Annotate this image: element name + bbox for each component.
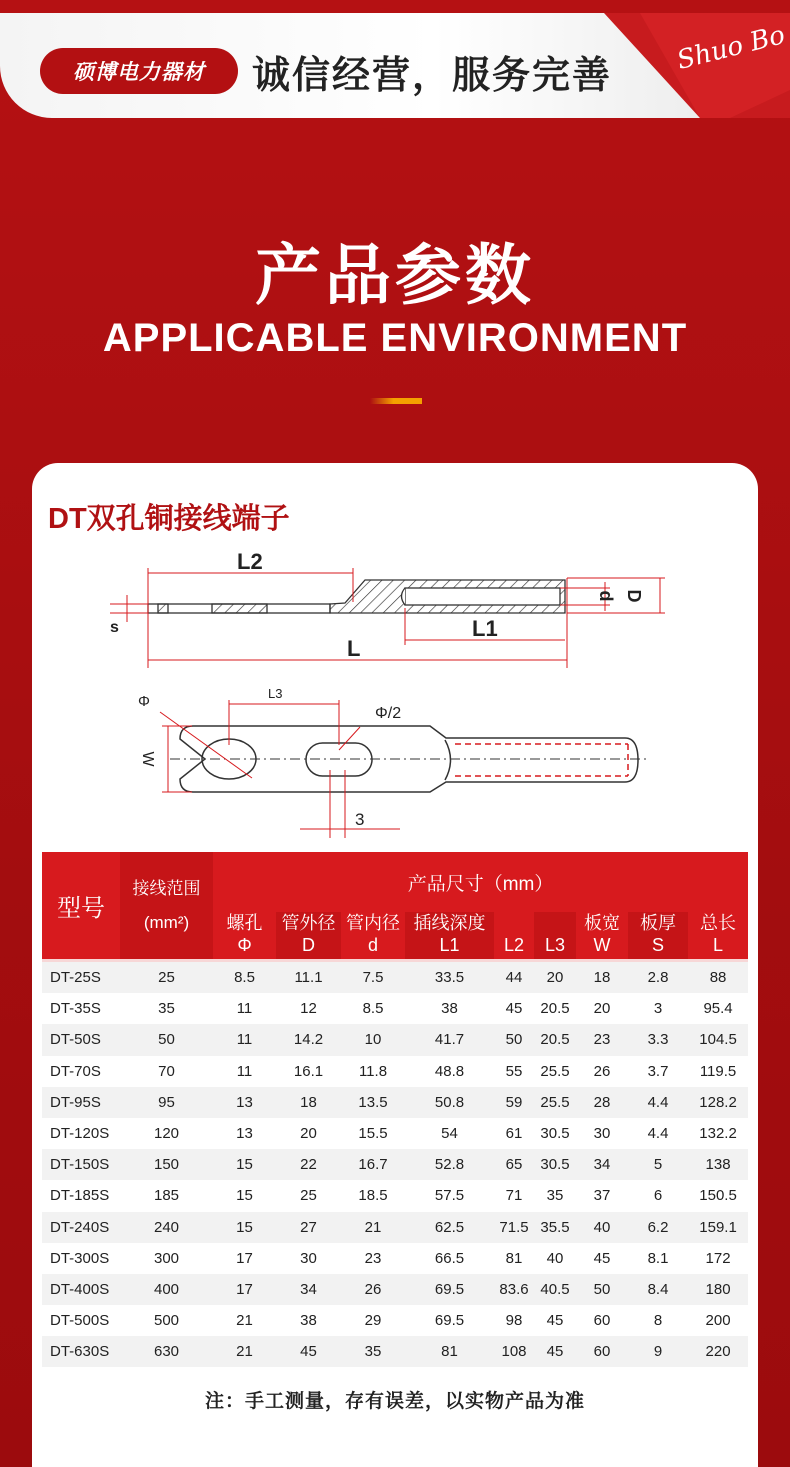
table-cell: 18 bbox=[276, 1087, 341, 1118]
label-phi-half: Φ/2 bbox=[375, 705, 402, 722]
label-L1: L1 bbox=[472, 616, 498, 641]
table-cell: 13 bbox=[213, 1087, 276, 1118]
table-cell: 45 bbox=[494, 993, 534, 1024]
label-L3: L3 bbox=[268, 686, 283, 701]
table-cell: 35 bbox=[341, 1336, 405, 1367]
table-cell: 34 bbox=[276, 1274, 341, 1305]
table-cell: 38 bbox=[405, 993, 494, 1024]
table-cell: 71.5 bbox=[494, 1212, 534, 1243]
slogan: 诚信经营，服务完善 bbox=[252, 53, 613, 97]
table-cell: 60 bbox=[576, 1305, 628, 1336]
table-cell: 150 bbox=[120, 1149, 213, 1180]
model-cell: DT-240S bbox=[42, 1212, 120, 1243]
header-col-label: 管内径 bbox=[346, 913, 400, 933]
table-cell: 20 bbox=[276, 1118, 341, 1149]
table-row bbox=[42, 1118, 748, 1149]
terminal-diagram bbox=[0, 540, 790, 840]
table-cell: 200 bbox=[688, 1305, 748, 1336]
table-cell: 159.1 bbox=[688, 1212, 748, 1243]
section-subtitle: APPLICABLE ENVIRONMENT bbox=[102, 316, 688, 360]
table-cell: 35.5 bbox=[534, 1212, 576, 1243]
table-cell: 9 bbox=[628, 1336, 688, 1367]
header-col-symbol: L3 bbox=[544, 935, 566, 955]
header-col-symbol: Φ bbox=[237, 935, 252, 955]
model-cell: DT-95S bbox=[42, 1087, 120, 1118]
product-title: DT双孔铜接线端子 bbox=[48, 503, 290, 535]
header-col-l2 bbox=[494, 912, 534, 959]
table-cell: 17 bbox=[213, 1243, 276, 1274]
footnote: 注：手工测量，存有误差，以实物产品为准 bbox=[204, 1390, 585, 1412]
table-cell: 630 bbox=[120, 1336, 213, 1367]
table-cell: 7.5 bbox=[341, 962, 405, 993]
table-cell: 11 bbox=[213, 993, 276, 1024]
table-cell: 45 bbox=[534, 1336, 576, 1367]
table-cell: 16.7 bbox=[341, 1149, 405, 1180]
table-cell: 2.8 bbox=[628, 962, 688, 993]
table-cell: 50 bbox=[576, 1274, 628, 1305]
table-row bbox=[42, 1243, 748, 1274]
model-cell: DT-50S bbox=[42, 1024, 120, 1055]
table-cell: 180 bbox=[688, 1274, 748, 1305]
table-cell: 108 bbox=[494, 1336, 534, 1367]
table-cell: 21 bbox=[341, 1212, 405, 1243]
label-L2: L2 bbox=[237, 549, 263, 574]
header-col-label: 管外径 bbox=[281, 913, 336, 933]
table-cell: 300 bbox=[120, 1243, 213, 1274]
table-cell: 12 bbox=[276, 993, 341, 1024]
table-cell: 50 bbox=[494, 1024, 534, 1055]
header-col-w bbox=[576, 912, 628, 959]
header-col-symbol: D bbox=[302, 935, 315, 955]
table-cell: 25.5 bbox=[534, 1087, 576, 1118]
header-col-s bbox=[628, 912, 688, 959]
spec-table bbox=[42, 852, 748, 1367]
table-cell: 128.2 bbox=[688, 1087, 748, 1118]
table-cell: 26 bbox=[576, 1056, 628, 1087]
table-cell: 185 bbox=[120, 1180, 213, 1211]
table-cell: 95 bbox=[120, 1087, 213, 1118]
table-cell: 11 bbox=[213, 1024, 276, 1055]
table-cell: 81 bbox=[494, 1243, 534, 1274]
table-cell: 4.4 bbox=[628, 1118, 688, 1149]
table-cell: 30 bbox=[576, 1118, 628, 1149]
table-cell: 98 bbox=[494, 1305, 534, 1336]
table-cell: 40 bbox=[534, 1243, 576, 1274]
model-cell: DT-400S bbox=[42, 1274, 120, 1305]
table-cell: 30.5 bbox=[534, 1118, 576, 1149]
table-cell: 21 bbox=[213, 1305, 276, 1336]
table-cell: 8.4 bbox=[628, 1274, 688, 1305]
table-row bbox=[42, 1212, 748, 1243]
header-col-label: 插线深度 bbox=[413, 913, 486, 933]
table-cell: 34 bbox=[576, 1149, 628, 1180]
table-cell: 172 bbox=[688, 1243, 748, 1274]
table-cell: 26 bbox=[341, 1274, 405, 1305]
label-D: D bbox=[624, 589, 644, 603]
table-cell: 54 bbox=[405, 1118, 494, 1149]
header-col-label: 板宽 bbox=[584, 913, 620, 933]
table-cell: 62.5 bbox=[405, 1212, 494, 1243]
table-cell: 50 bbox=[120, 1024, 213, 1055]
table-cell: 16.1 bbox=[276, 1056, 341, 1087]
table-cell: 57.5 bbox=[405, 1180, 494, 1211]
table-cell: 65 bbox=[494, 1149, 534, 1180]
table-cell: 104.5 bbox=[688, 1024, 748, 1055]
label-L: L bbox=[347, 636, 361, 661]
table-cell: 22 bbox=[276, 1149, 341, 1180]
table-cell: 120 bbox=[120, 1118, 213, 1149]
table-cell: 500 bbox=[120, 1305, 213, 1336]
title-accent-bar bbox=[370, 398, 422, 404]
table-cell: 70 bbox=[120, 1056, 213, 1087]
table-cell: 23 bbox=[576, 1024, 628, 1055]
table-cell: 119.5 bbox=[688, 1056, 748, 1087]
table-cell: 69.5 bbox=[405, 1274, 494, 1305]
header-col-l3 bbox=[534, 912, 576, 959]
header-col-d bbox=[341, 912, 405, 959]
table-cell: 15 bbox=[213, 1212, 276, 1243]
table-cell: 40 bbox=[576, 1212, 628, 1243]
table-cell: 61 bbox=[494, 1118, 534, 1149]
header-col-symbol: L2 bbox=[503, 935, 525, 955]
table-cell: 3.3 bbox=[628, 1024, 688, 1055]
table-cell: 18 bbox=[576, 962, 628, 993]
table-row bbox=[42, 1056, 748, 1087]
table-cell: 14.2 bbox=[276, 1024, 341, 1055]
header-col-symbol: L bbox=[713, 935, 724, 955]
table-row bbox=[42, 1305, 748, 1336]
header-col-φ bbox=[213, 912, 276, 959]
header-col-symbol: d bbox=[367, 935, 378, 955]
table-cell: 25 bbox=[276, 1180, 341, 1211]
table-cell: 88 bbox=[688, 962, 748, 993]
table-cell: 25 bbox=[120, 962, 213, 993]
table-cell: 240 bbox=[120, 1212, 213, 1243]
table-cell: 71 bbox=[494, 1180, 534, 1211]
table-cell: 10 bbox=[341, 1024, 405, 1055]
header-col-symbol: S bbox=[651, 935, 664, 955]
table-cell: 13 bbox=[213, 1118, 276, 1149]
table-cell: 8 bbox=[628, 1305, 688, 1336]
brand-name-badge: 硕博电力器材 bbox=[40, 48, 238, 94]
table-cell: 35 bbox=[120, 993, 213, 1024]
model-cell: DT-300S bbox=[42, 1243, 120, 1274]
table-cell: 38 bbox=[276, 1305, 341, 1336]
table-cell: 400 bbox=[120, 1274, 213, 1305]
header-range bbox=[120, 852, 213, 959]
table-cell: 81 bbox=[405, 1336, 494, 1367]
label-3: 3 bbox=[355, 810, 365, 829]
section-title: 产品参数 bbox=[255, 237, 535, 314]
table-cell: 37 bbox=[576, 1180, 628, 1211]
table-cell: 48.8 bbox=[405, 1056, 494, 1087]
signature-logo: Shuo Bo bbox=[674, 20, 788, 76]
header-col-label: 总长 bbox=[700, 913, 737, 933]
header-range-label: 接线范围 bbox=[132, 878, 201, 898]
header-model: 型号 bbox=[42, 852, 120, 959]
table-row bbox=[42, 993, 748, 1024]
table-cell: 45 bbox=[276, 1336, 341, 1367]
table-row bbox=[42, 1024, 748, 1055]
table-cell: 150.5 bbox=[688, 1180, 748, 1211]
table-cell: 3.7 bbox=[628, 1056, 688, 1087]
table-cell: 15 bbox=[213, 1149, 276, 1180]
table-cell: 45 bbox=[576, 1243, 628, 1274]
table-cell: 17 bbox=[213, 1274, 276, 1305]
table-cell: 4.4 bbox=[628, 1087, 688, 1118]
header-col-symbol: W bbox=[593, 935, 611, 955]
model-cell: DT-150S bbox=[42, 1149, 120, 1180]
table-cell: 15.5 bbox=[341, 1118, 405, 1149]
table-cell: 30 bbox=[276, 1243, 341, 1274]
table-cell: 15 bbox=[213, 1180, 276, 1211]
table-row bbox=[42, 1087, 748, 1118]
table-cell: 18.5 bbox=[341, 1180, 405, 1211]
table-cell: 45 bbox=[534, 1305, 576, 1336]
table-cell: 95.4 bbox=[688, 993, 748, 1024]
header-col-l1 bbox=[405, 912, 494, 959]
table-cell: 30.5 bbox=[534, 1149, 576, 1180]
table-cell: 59 bbox=[494, 1087, 534, 1118]
table-cell: 29 bbox=[341, 1305, 405, 1336]
model-cell: DT-500S bbox=[42, 1305, 120, 1336]
header-dimensions: 产品尺寸（mm） bbox=[213, 852, 748, 912]
table-cell: 41.7 bbox=[405, 1024, 494, 1055]
table-row bbox=[42, 1180, 748, 1211]
table-cell: 44 bbox=[494, 962, 534, 993]
label-W: W bbox=[139, 751, 156, 767]
label-phi: Φ bbox=[138, 693, 150, 710]
model-cell: DT-185S bbox=[42, 1180, 120, 1211]
table-cell: 50.8 bbox=[405, 1087, 494, 1118]
table-cell: 13.5 bbox=[341, 1087, 405, 1118]
header-col-l bbox=[688, 912, 748, 959]
table-cell: 20 bbox=[534, 962, 576, 993]
model-cell: DT-120S bbox=[42, 1118, 120, 1149]
table-cell: 60 bbox=[576, 1336, 628, 1367]
label-s: s bbox=[110, 619, 119, 636]
top-view bbox=[170, 726, 650, 792]
table-cell: 8.1 bbox=[628, 1243, 688, 1274]
table-cell: 11.8 bbox=[341, 1056, 405, 1087]
table-cell: 66.5 bbox=[405, 1243, 494, 1274]
table-cell: 6 bbox=[628, 1180, 688, 1211]
table-row bbox=[42, 1274, 748, 1305]
header-col-label: 螺孔 bbox=[226, 913, 263, 933]
table-row bbox=[42, 1336, 748, 1367]
table-cell: 20 bbox=[576, 993, 628, 1024]
table-row bbox=[42, 1149, 748, 1180]
model-cell: DT-35S bbox=[42, 993, 120, 1024]
model-cell: DT-70S bbox=[42, 1056, 120, 1087]
table-cell: 6.2 bbox=[628, 1212, 688, 1243]
table-cell: 20.5 bbox=[534, 993, 576, 1024]
table-cell: 35 bbox=[534, 1180, 576, 1211]
table-cell: 25.5 bbox=[534, 1056, 576, 1087]
table-cell: 138 bbox=[688, 1149, 748, 1180]
table-row bbox=[42, 962, 748, 993]
table-cell: 23 bbox=[341, 1243, 405, 1274]
table-cell: 11.1 bbox=[276, 962, 341, 993]
table-cell: 220 bbox=[688, 1336, 748, 1367]
model-cell: DT-630S bbox=[42, 1336, 120, 1367]
label-d: d bbox=[596, 590, 616, 602]
table-cell: 21 bbox=[213, 1336, 276, 1367]
table-cell: 83.6 bbox=[494, 1274, 534, 1305]
table-cell: 11 bbox=[213, 1056, 276, 1087]
table-cell: 20.5 bbox=[534, 1024, 576, 1055]
table-cell: 55 bbox=[494, 1056, 534, 1087]
table-cell: 5 bbox=[628, 1149, 688, 1180]
table-cell: 28 bbox=[576, 1087, 628, 1118]
header-range-unit: (mm²) bbox=[143, 912, 190, 932]
table-cell: 3 bbox=[628, 993, 688, 1024]
table-cell: 33.5 bbox=[405, 962, 494, 993]
table-cell: 69.5 bbox=[405, 1305, 494, 1336]
table-cell: 27 bbox=[276, 1212, 341, 1243]
table-cell: 8.5 bbox=[213, 962, 276, 993]
side-view bbox=[148, 580, 565, 613]
table-cell: 40.5 bbox=[534, 1274, 576, 1305]
header-col-label: 板厚 bbox=[640, 913, 676, 933]
table-cell: 8.5 bbox=[341, 993, 405, 1024]
model-cell: DT-25S bbox=[42, 962, 120, 993]
table-cell: 132.2 bbox=[688, 1118, 748, 1149]
header-col-d bbox=[276, 912, 341, 959]
header-col-symbol: L1 bbox=[439, 935, 460, 955]
table-cell: 52.8 bbox=[405, 1149, 494, 1180]
